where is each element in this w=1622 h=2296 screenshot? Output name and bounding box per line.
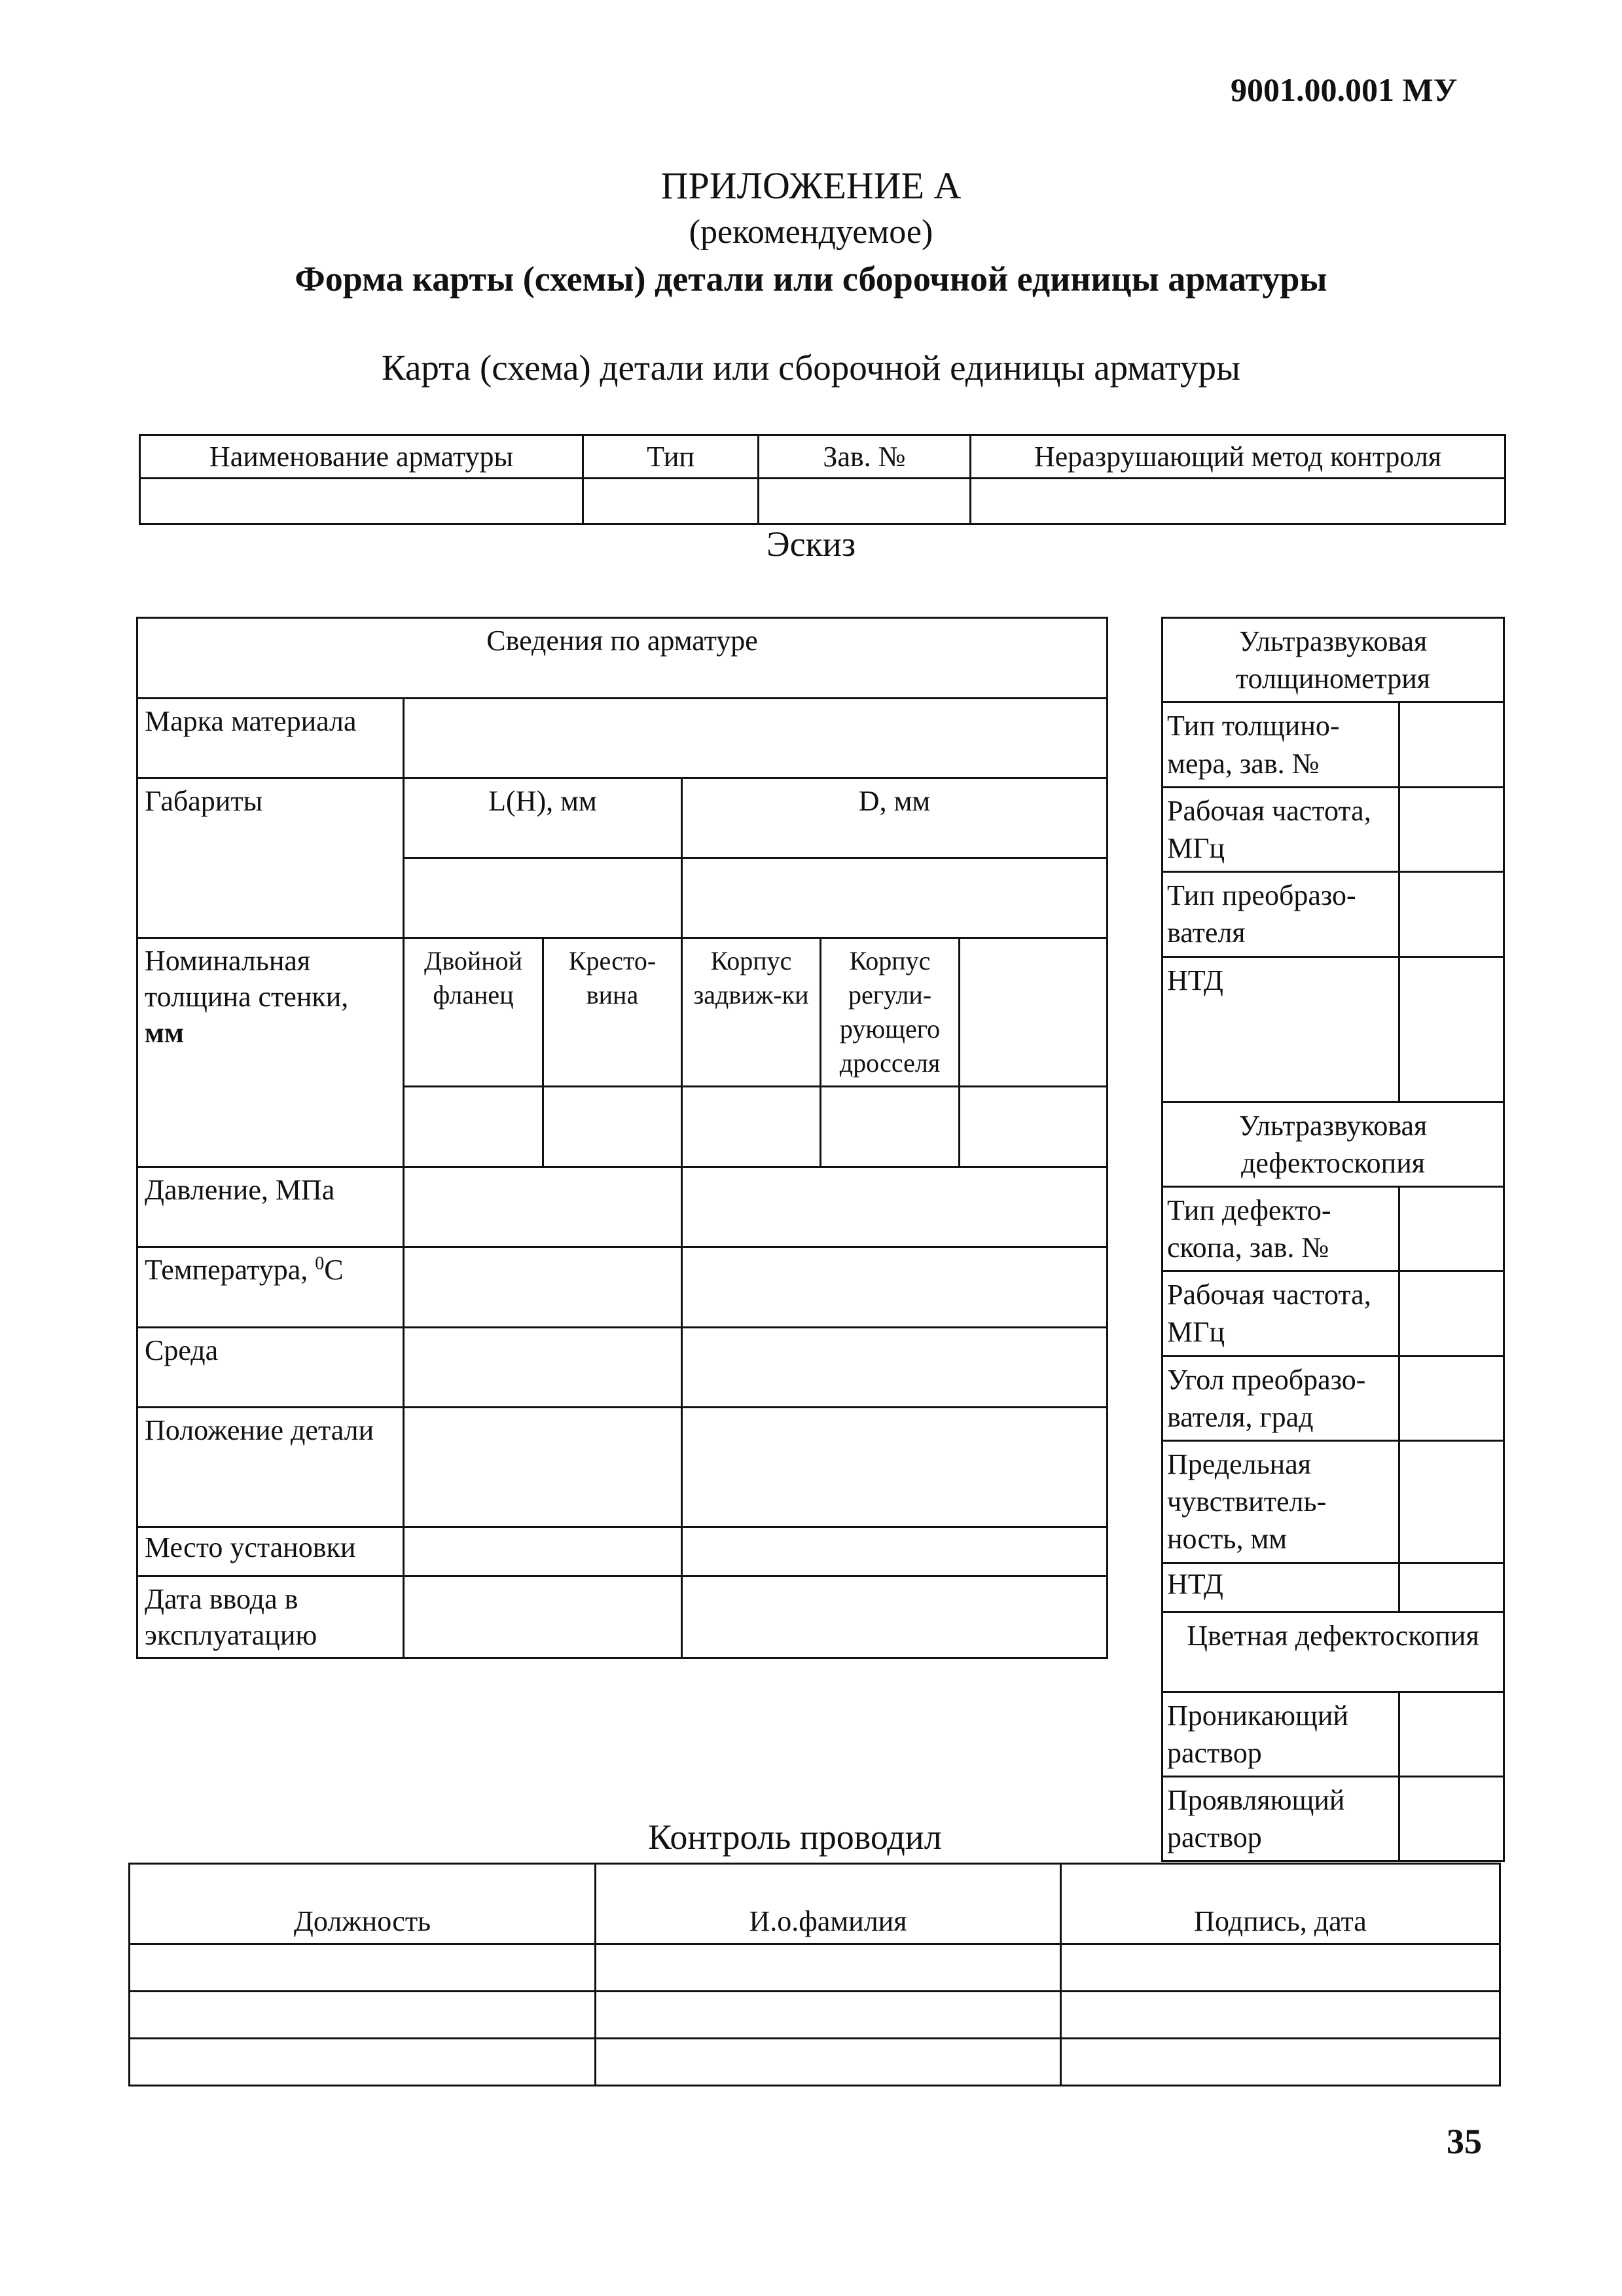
type-cell[interactable] xyxy=(583,479,759,524)
pressure-cell-2[interactable] xyxy=(682,1167,1108,1247)
position-cell-1[interactable] xyxy=(404,1408,682,1527)
flaw-angle-cell[interactable] xyxy=(1399,1356,1504,1440)
wall-value-2[interactable] xyxy=(543,1087,682,1167)
full-name-cell-r2[interactable] xyxy=(596,1992,1061,2039)
location-cell-2[interactable] xyxy=(682,1527,1108,1576)
wall-col-cross: Кресто-вина xyxy=(543,938,682,1087)
medium-cell-1[interactable] xyxy=(404,1328,682,1408)
thickness-ntd-label: НТД xyxy=(1162,957,1399,1102)
thickness-frequency-label: Рабочая частота, МГц xyxy=(1162,787,1399,871)
serial-number-cell[interactable] xyxy=(759,479,971,524)
dimensions-label: Габариты xyxy=(137,778,404,938)
appendix-subtitle: (рекомендуемое) xyxy=(689,213,933,251)
wall-thickness-unit: мм xyxy=(145,1017,184,1049)
thickness-ntd-cell[interactable] xyxy=(1399,957,1504,1102)
wall-value-3[interactable] xyxy=(682,1087,821,1167)
document-number: 9001.00.001 МУ xyxy=(1231,71,1458,108)
position-cell-r1[interactable] xyxy=(130,1944,596,1992)
flaw-angle-label: Угол преобразо-вателя, град xyxy=(1162,1356,1399,1440)
header-serial-number: Зав. № xyxy=(759,435,971,479)
armature-details-table xyxy=(136,617,1108,1659)
wall-value-5[interactable] xyxy=(960,1087,1108,1167)
header-signature-date: Подпись, дата xyxy=(1061,1864,1500,1944)
wall-col-double-flange: Двойной фланец xyxy=(404,938,543,1087)
wall-value-1[interactable] xyxy=(404,1087,543,1167)
position-cell-r2[interactable] xyxy=(130,1992,596,2039)
header-full-name: И.о.фамилия xyxy=(596,1864,1061,1944)
flaw-detector-label: Тип дефекто-скопа, зав. № xyxy=(1162,1186,1399,1271)
developer-label: Проявляющий раствор xyxy=(1162,1776,1399,1861)
card-title: Карта (схема) детали или сборочной единицы арматуры xyxy=(382,348,1240,388)
thickness-gauge-label: Тип толщино-мера, зав. № xyxy=(1162,702,1399,787)
medium-cell-2[interactable] xyxy=(682,1328,1108,1408)
ndt-parameters-table xyxy=(1161,617,1505,1862)
temperature-cell-2[interactable] xyxy=(682,1247,1108,1328)
flaw-ntd-label: НТД xyxy=(1162,1563,1399,1612)
signature-cell-r2[interactable] xyxy=(1061,1992,1500,2039)
location-cell-1[interactable] xyxy=(404,1527,682,1576)
wall-col-throttle-body: Корпус регули-рующего дросселя xyxy=(821,938,960,1087)
material-label: Марка материала xyxy=(137,699,404,778)
full-name-cell-r1[interactable] xyxy=(596,1944,1061,1992)
position-cell-2[interactable] xyxy=(682,1408,1108,1527)
ultrasonic-thickness-title: Ультразвуковая толщинометрия xyxy=(1162,618,1504,702)
color-flaw-title: Цветная дефектоскопия xyxy=(1162,1612,1504,1692)
temperature-cell-1[interactable] xyxy=(404,1247,682,1328)
signature-cell-r1[interactable] xyxy=(1061,1944,1500,1992)
temperature-text: Температура, xyxy=(145,1254,315,1286)
wall-thickness-text: Номинальная толщина стенки, xyxy=(145,945,349,1013)
flaw-frequency-cell[interactable] xyxy=(1399,1271,1504,1356)
header-armature-name: Наименование арматуры xyxy=(140,435,583,479)
material-cell[interactable] xyxy=(404,699,1108,778)
flaw-frequency-label: Рабочая частота, МГц xyxy=(1162,1271,1399,1356)
flaw-sensitivity-cell[interactable] xyxy=(1399,1441,1504,1563)
medium-label: Среда xyxy=(137,1328,404,1408)
wall-value-4[interactable] xyxy=(821,1087,960,1167)
control-label: Контроль проводил xyxy=(648,1817,942,1857)
flaw-ntd-cell[interactable] xyxy=(1399,1563,1504,1612)
temperature-degree: 0 xyxy=(315,1253,325,1274)
pressure-cell-1[interactable] xyxy=(404,1167,682,1247)
form-title: Форма карты (схемы) детали или сборочной единицы арматуры xyxy=(295,259,1327,299)
date-cell-1[interactable] xyxy=(404,1576,682,1658)
location-label: Место установки xyxy=(137,1527,404,1576)
date-label: Дата ввода в эксплуатацию xyxy=(137,1576,404,1658)
temperature-unit: С xyxy=(324,1254,344,1286)
temperature-label xyxy=(137,1247,404,1328)
length-header: L(H), мм xyxy=(404,778,682,858)
header-type: Тип xyxy=(583,435,759,479)
thickness-gauge-cell[interactable] xyxy=(1399,702,1504,787)
sketch-label: Эскиз xyxy=(766,524,856,564)
position-cell-r3[interactable] xyxy=(130,2039,596,2086)
wall-col-valve-body: Корпус задвиж-ки xyxy=(682,938,821,1087)
wall-thickness-label xyxy=(137,938,404,1167)
wall-col-extra[interactable] xyxy=(960,938,1108,1087)
diameter-header: D, мм xyxy=(682,778,1108,858)
thickness-transducer-cell[interactable] xyxy=(1399,872,1504,957)
control-signature-table xyxy=(128,1863,1501,2086)
penetrant-label: Проникающий раствор xyxy=(1162,1692,1399,1776)
page-number: 35 xyxy=(1447,2122,1482,2161)
header-ndt-method: Неразрушающий метод контроля xyxy=(971,435,1505,479)
pressure-label: Давление, МПа xyxy=(137,1167,404,1247)
full-name-cell-r3[interactable] xyxy=(596,2039,1061,2086)
flaw-sensitivity-label: Предельная чувствитель-ность, мм xyxy=(1162,1441,1399,1563)
penetrant-cell[interactable] xyxy=(1399,1692,1504,1776)
flaw-detector-cell[interactable] xyxy=(1399,1186,1504,1271)
ultrasonic-flaw-title: Ультразвуковая дефектоскопия xyxy=(1162,1102,1504,1186)
armature-name-cell[interactable] xyxy=(140,479,583,524)
signature-cell-r3[interactable] xyxy=(1061,2039,1500,2086)
developer-cell[interactable] xyxy=(1399,1776,1504,1861)
details-title: Сведения по арматуре xyxy=(137,618,1108,699)
diameter-cell[interactable] xyxy=(682,858,1108,938)
header-position: Должность xyxy=(130,1864,596,1944)
position-label: Положение детали xyxy=(137,1408,404,1527)
thickness-transducer-label: Тип преобразо-вателя xyxy=(1162,872,1399,957)
thickness-frequency-cell[interactable] xyxy=(1399,787,1504,871)
appendix-title: ПРИЛОЖЕНИЕ А xyxy=(660,164,962,207)
armature-info-table xyxy=(139,434,1506,525)
date-cell-2[interactable] xyxy=(682,1576,1108,1658)
ndt-method-cell[interactable] xyxy=(971,479,1505,524)
length-cell[interactable] xyxy=(404,858,682,938)
